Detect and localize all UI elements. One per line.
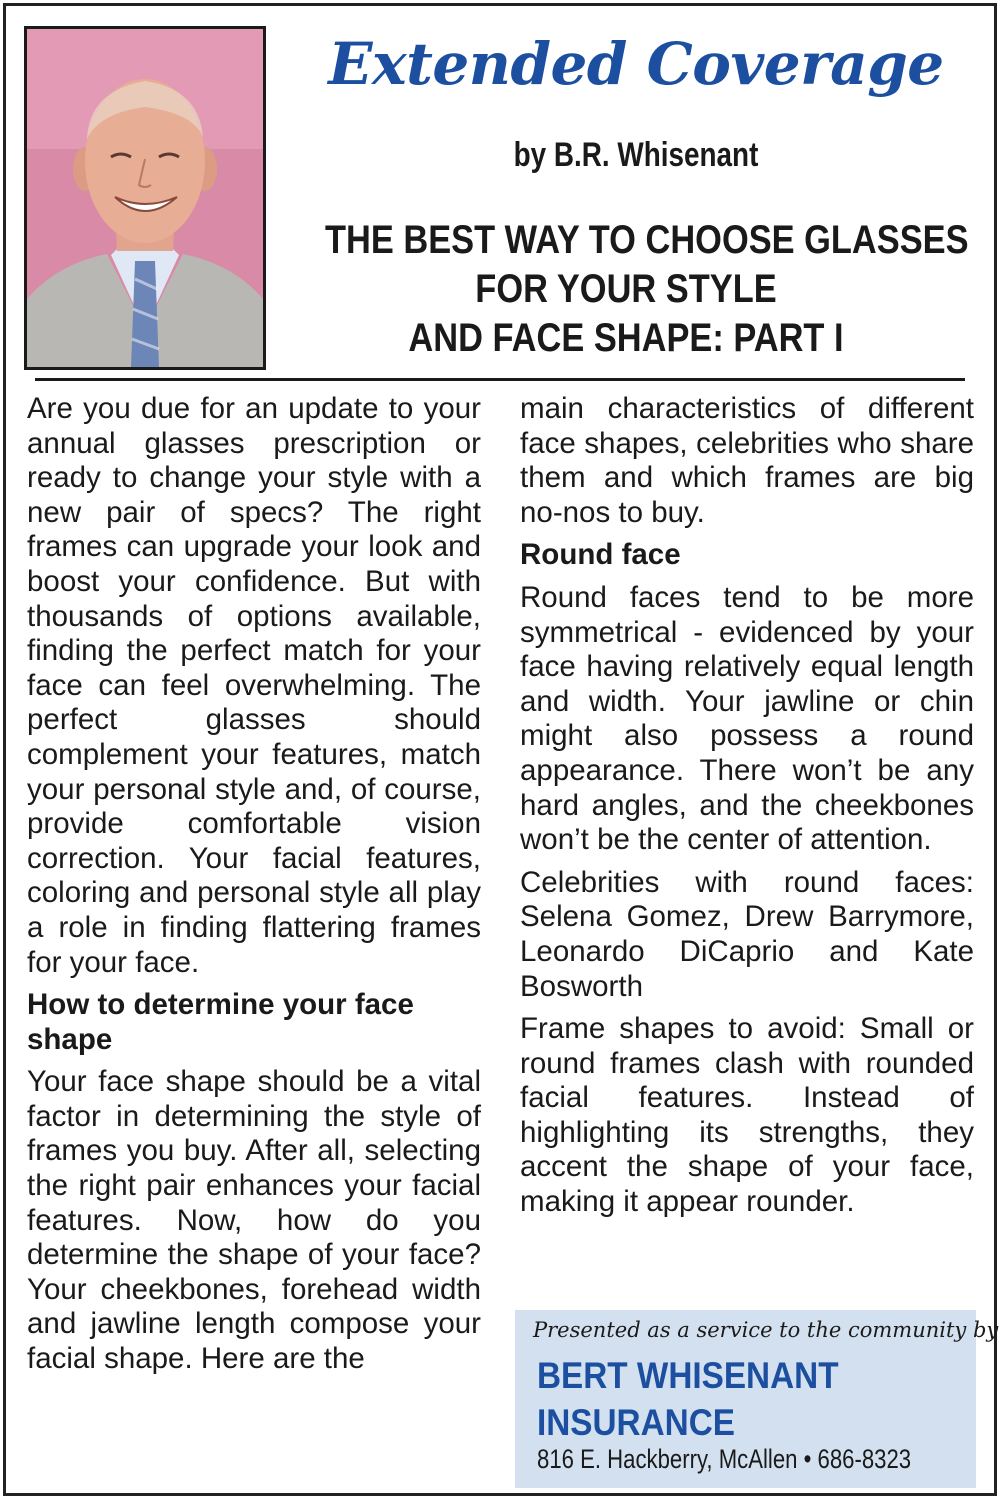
continued-paragraph: main characteristics of different face shapes, celebrities who share them and which frames are big no-nos to buy. [520, 392, 974, 529]
column-title: Extended Coverage [328, 30, 944, 98]
article-headline [276, 216, 976, 363]
section-heading: How to determine your face shape [27, 988, 414, 1056]
body-paragraph: Your face shape should be a vital factor in determining the style of frames you buy. After all, selecting the right pair enhances your facial features. Now, how do you determine the shape of your face? Your cheekbones, forehead width and jawline length compose your facial shape. Here are the [27, 1065, 481, 1376]
sponsor-address: 816 E. Hackberry, McAllen • 686-8323 [537, 1444, 912, 1474]
headline-line: AND FACE SHAPE: PART I [408, 316, 844, 360]
body-paragraph: Frame shapes to avoid: Small or round frames clash with rounded facial features. Instead of highlighting its strengths, they accent the shape of your face, making it appear rounder. [520, 1012, 974, 1219]
author-byline: by B.R. Whisenant [513, 136, 759, 174]
sponsor-box [515, 1310, 999, 1488]
body-paragraph: Round faces tend to be more symmetrical - evidenced by your face having relatively equal length and width. Your jawline or chin might also possess a round appearance. There won’t be any hard angles, and the cheekbones won’t be the center of attention. [520, 580, 974, 857]
headline-line: FOR YOUR STYLE [475, 267, 777, 311]
headline-line: THE BEST WAY TO CHOOSE GLASSES [325, 218, 969, 262]
sponsor-name-line: BERT WHISENANT [537, 1355, 839, 1396]
author-portrait-icon [27, 29, 263, 367]
author-photo [24, 26, 266, 370]
sponsor-name-line: INSURANCE [537, 1402, 735, 1443]
sponsor-name [537, 1352, 839, 1446]
sponsor-intro: Presented as a service to the community by [533, 1318, 999, 1342]
section-heading: Round face [520, 538, 681, 572]
article-column-left [27, 392, 481, 1385]
article-column-right [520, 392, 974, 1228]
header-divider [35, 378, 965, 381]
body-paragraph: Celebrities with round faces: Selena Gomez, Drew Barrymore, Leonardo DiCaprio and Kate Bosworth [520, 865, 974, 1003]
intro-paragraph: Are you due for an update to your annual glasses prescription or ready to change your style with a new pair of specs? The right frames can upgrade your look and boost your confidence. But with thousands of options available, finding the perfect match for your face can feel overwhelming. The perfect glasses should complement your features, match your personal style and, of course, provide comfortable vision correction. Your facial features, coloring and personal style all play a role in finding flattering frames for your face. [27, 392, 481, 979]
